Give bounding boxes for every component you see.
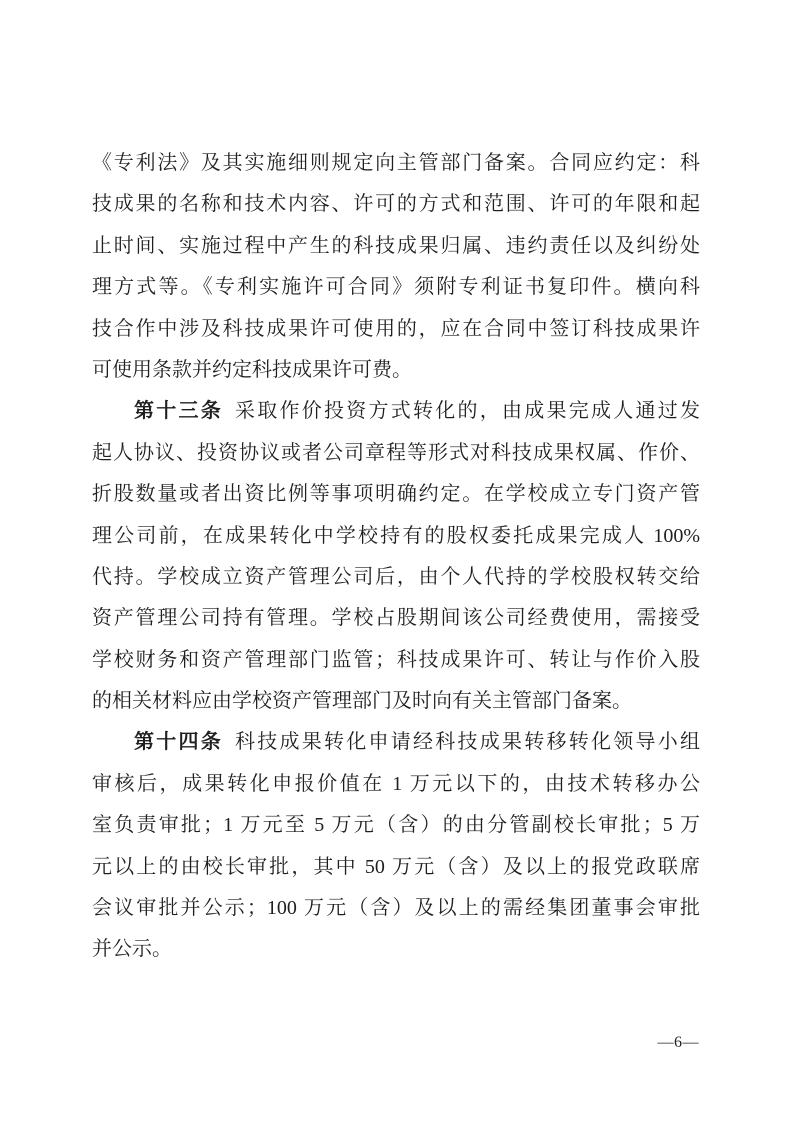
text-line: 元以上的由校长审批，其中 50 万元（含）及以上的报党政联席	[92, 855, 700, 878]
article-14-heading: 第十四条	[134, 731, 223, 754]
text-line: 代持。学校成立资产管理公司后，由个人代持的学校股权转交给	[92, 565, 700, 588]
text-line: 折股数量或者出资比例等事项明确约定。在学校成立专门资产管	[92, 483, 700, 506]
text-line: 的相关材料应由学校资产管理部门及时向有关主管部门备案。	[92, 690, 632, 713]
text-line: 理公司前，在成果转化中学校持有的股权委托成果完成人 100%	[92, 524, 700, 547]
article-13-heading: 第十三条	[134, 400, 223, 423]
text-line	[92, 391, 700, 432]
article-14-body-start: 科技成果转化申请经科技成果转移转化领导小组	[235, 731, 700, 754]
text-line: 技合作中涉及科技成果许可使用的，应在合同中签订科技成果许	[92, 317, 700, 340]
text-line: 起人协议、投资协议或者公司章程等形式对科技成果权属、作价、	[92, 441, 700, 464]
text-line: 可使用条款并约定科技成果许可费。	[92, 358, 412, 381]
text-line: 审核后，成果转化申报价值在 1 万元以下的，由技术转移办公	[92, 772, 700, 795]
text-line: 资产管理公司持有管理。学校占股期间该公司经费使用，需接受	[92, 607, 700, 630]
article-13-body-start: 采取作价投资方式转化的，由成果完成人通过发	[235, 400, 700, 423]
text-line: 理方式等。《专利实施许可合同》须附专利证书复印件。横向科	[92, 276, 700, 299]
page-number: —6—	[657, 1034, 699, 1051]
text-line: 《专利法》及其实施细则规定向主管部门备案。合同应约定：科	[92, 152, 700, 174]
text-line: 并公示。	[92, 938, 172, 961]
text-line: 技成果的名称和技术内容、许可的方式和范围、许可的年限和起	[92, 193, 700, 216]
text-line: 室负责审批；1 万元至 5 万元（含）的由分管副校长审批；5 万	[92, 814, 700, 837]
text-line: 止时间、实施过程中产生的科技成果归属、违约责任以及纠纷处	[92, 234, 700, 257]
document-text-block	[92, 143, 700, 971]
text-line: 会议审批并公示；100 万元（含）及以上的需经集团董事会审批	[92, 897, 700, 920]
text-line: 学校财务和资产管理部门监管；科技成果许可、转让与作价入股	[92, 648, 700, 671]
text-line	[92, 722, 700, 763]
